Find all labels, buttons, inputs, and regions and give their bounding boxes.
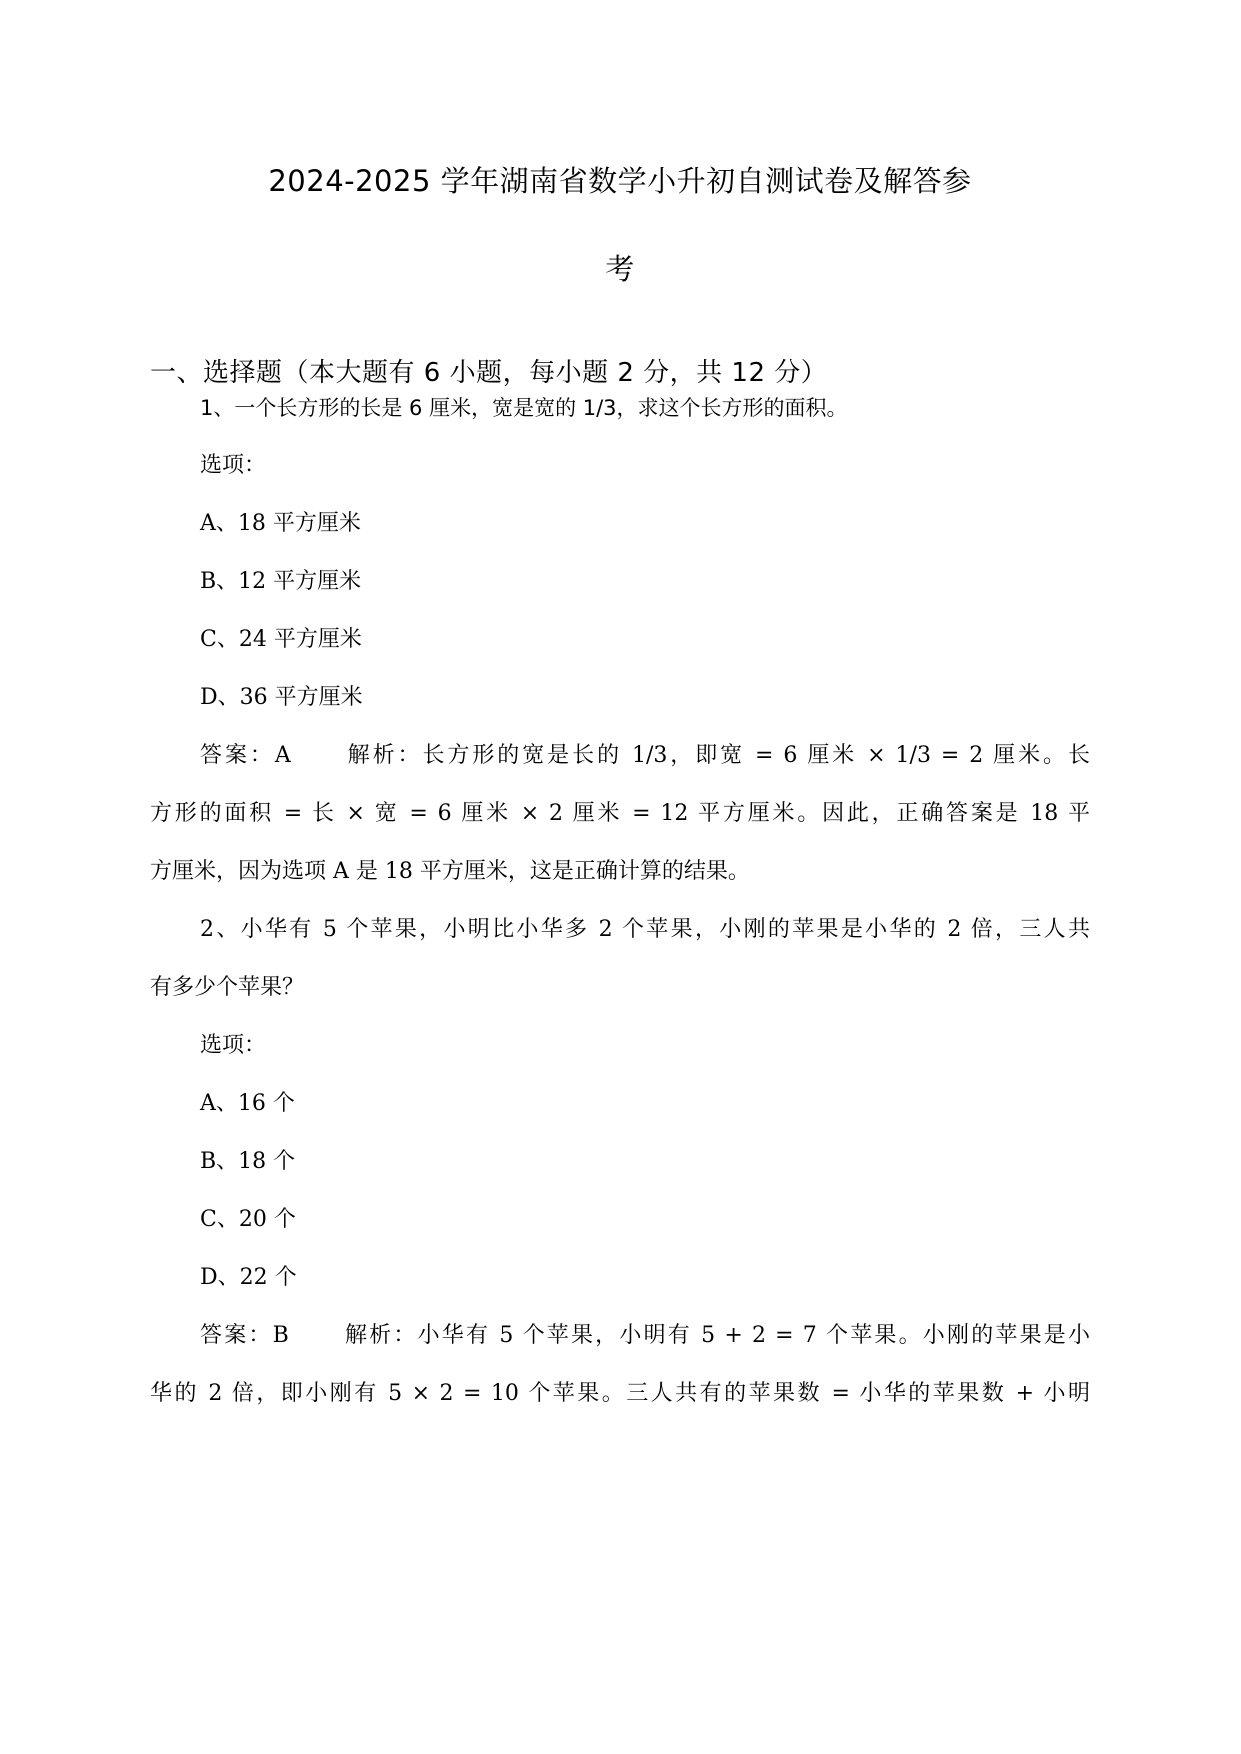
question-2-answer-line xyxy=(200,1321,1090,1351)
question-1-option-b: B、12 平方厘米 xyxy=(200,569,362,594)
question-1-analysis-line-1: 解析：长方形的宽是长的 1/3，即宽 = 6 厘米 × 1/3 = 2 厘米。长 xyxy=(344,743,1090,768)
question-1-option-c: C、24 平方厘米 xyxy=(200,627,362,652)
question-2-option-a: A、16 个 xyxy=(200,1091,295,1116)
question-1-answer-line xyxy=(200,741,1090,771)
question-2-option-d: D、22 个 xyxy=(200,1265,297,1290)
question-2-option-b: B、18 个 xyxy=(200,1149,296,1174)
question-2-option-c: C、20 个 xyxy=(200,1207,296,1232)
question-1-option-a: A、18 平方厘米 xyxy=(200,511,361,536)
question-2-answer: 答案：B xyxy=(200,1323,289,1348)
question-2-analysis-line-1: 解析：小华有 5 个苹果，小明有 5 + 2 = 7 个苹果。小刚的苹果是小 xyxy=(342,1323,1090,1348)
question-1-options-label: 选项： xyxy=(200,453,267,478)
question-1-stem: 1、一个长方形的长是 6 厘米，宽是宽的 1/3，求这个长方形的面积。 xyxy=(200,396,848,420)
question-2-analysis-line-2: 华的 2 倍，即小刚有 5 × 2 = 10 个苹果。三人共有的苹果数 = 小华的苹果数 + 小明 xyxy=(150,1381,1090,1406)
document-title-line-2: 考 xyxy=(605,252,635,286)
question-1-option-d: D、36 平方厘米 xyxy=(200,685,363,710)
question-2-options-label: 选项： xyxy=(200,1033,267,1058)
document-title-line-1: 2024-2025 学年湖南省数学小升初自测试卷及解答参 xyxy=(268,164,972,198)
question-1-answer: 答案：A xyxy=(200,743,291,768)
question-1-analysis-line-2: 方形的面积 = 长 × 宽 = 6 厘米 × 2 厘米 = 12 平方厘米。因此，正确答案是 18 平 xyxy=(150,801,1090,826)
question-2-stem-line-2: 有多少个苹果？ xyxy=(150,975,305,1000)
question-2-stem-line-1: 2、小华有 5 个苹果，小明比小华多 2 个苹果，小刚的苹果是小华的 2 倍，三人共 xyxy=(200,917,1090,942)
section-heading: 一、选择题（本大题有 6 小题，每小题 2 分，共 12 分） xyxy=(150,358,828,388)
question-1-analysis-line-3: 方厘米，因为选项 A 是 18 平方厘米，这是正确计算的结果。 xyxy=(150,859,750,884)
